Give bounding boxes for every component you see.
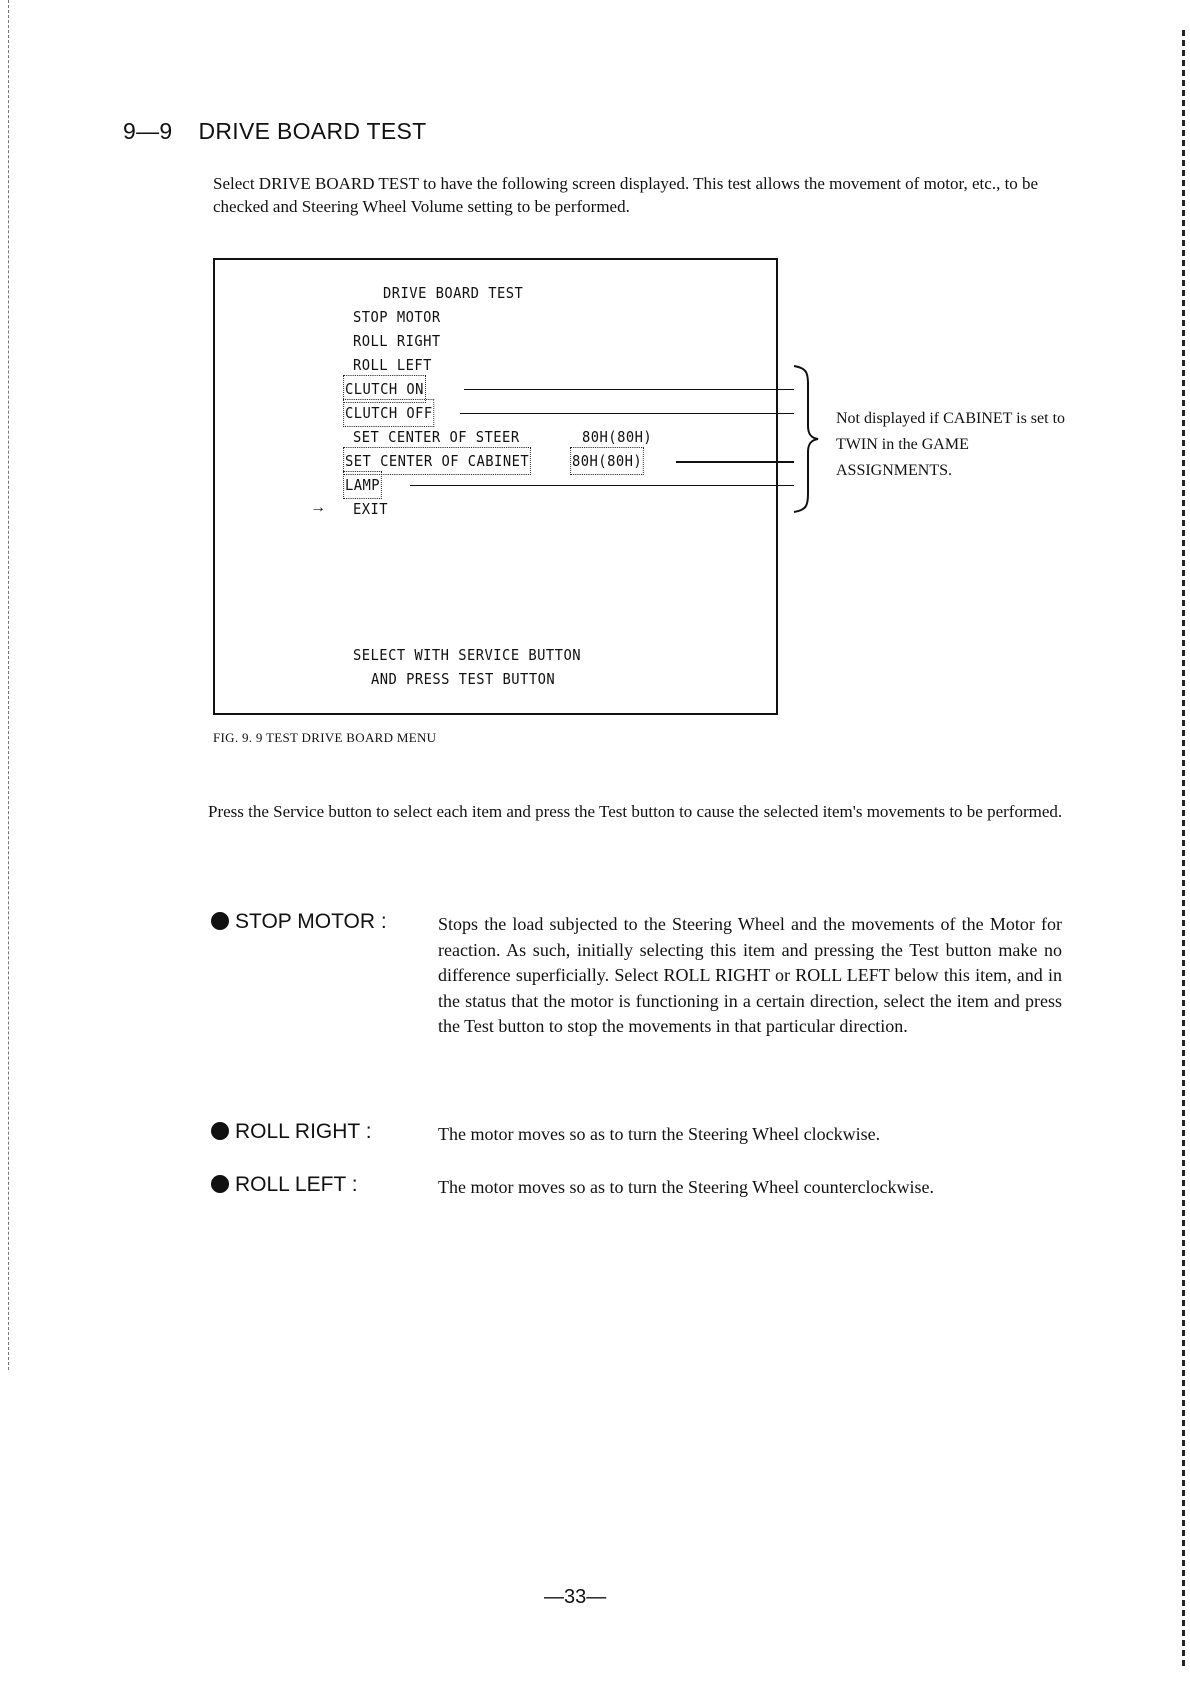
bullet-icon bbox=[211, 912, 229, 930]
screen-footer-line1: SELECT WITH SERVICE BUTTON bbox=[353, 646, 581, 664]
leader-line-cabinet bbox=[676, 461, 794, 463]
screen-cabinet-value: 80H(80H) bbox=[572, 449, 642, 473]
term-roll-left: ROLL LEFT : bbox=[211, 1173, 358, 1197]
bullet-icon bbox=[211, 1122, 229, 1140]
screen-item-clutch-off: CLUTCH OFF bbox=[345, 401, 433, 425]
screen-item-center-steer: SET CENTER OF STEER bbox=[353, 428, 520, 446]
bullet-icon bbox=[211, 1175, 229, 1193]
screen-footer-line2: AND PRESS TEST BUTTON bbox=[371, 670, 556, 688]
scan-edge-left bbox=[8, 0, 10, 1370]
section-heading bbox=[123, 118, 427, 145]
leader-line-clutch-on bbox=[464, 389, 794, 390]
page-number: —33— bbox=[544, 1586, 607, 1608]
scan-edge-right bbox=[1182, 30, 1185, 1670]
screen-steer-value: 80H(80H) bbox=[582, 428, 653, 446]
brace-icon bbox=[790, 364, 824, 514]
not-displayed-note: Not displayed if CABINET is set to TWIN in the GAME ASSIGNMENTS. bbox=[836, 410, 1066, 479]
leader-line-clutch-off bbox=[460, 413, 794, 414]
screen-item-roll-right: ROLL RIGHT bbox=[353, 332, 441, 350]
screen-item-roll-left: ROLL LEFT bbox=[353, 356, 432, 374]
desc-stop-motor: Stops the load subjected to the Steering Wheel and the movements of the Motor for reaction. As such, initially selecting this item and pressing the Test button make no difference superficially. Select ROLL RIGHT or ROLL LEFT below this item, and in the status that the motor is functioning in a certain direction, select the item and press the Test button to stop the movements in that particular direction. bbox=[438, 914, 1062, 1036]
term-roll-right: ROLL RIGHT : bbox=[211, 1120, 372, 1144]
leader-line-lamp bbox=[410, 485, 794, 486]
section-title: DRIVE BOARD TEST bbox=[198, 118, 427, 144]
section-number: 9—9 bbox=[123, 118, 173, 144]
term-stop-motor: STOP MOTOR : bbox=[211, 910, 387, 934]
desc-roll-left: The motor moves so as to turn the Steering Wheel counterclockwise. bbox=[438, 1177, 935, 1197]
screen-item-clutch-on: CLUTCH ON bbox=[345, 377, 424, 401]
intro-paragraph: Select DRIVE BOARD TEST to have the following screen displayed. This test allows the movement of motor, etc., to be checked and Steering Wheel Volume setting to be performed. bbox=[213, 174, 1039, 216]
screen-title: DRIVE BOARD TEST bbox=[383, 284, 524, 302]
figure-caption: FIG. 9. 9 TEST DRIVE BOARD MENU bbox=[213, 730, 437, 745]
screen-item-center-cabinet: SET CENTER OF CABINET bbox=[345, 449, 529, 473]
screen-item-exit: EXIT bbox=[353, 500, 389, 518]
cursor-arrow-icon: → bbox=[310, 499, 326, 516]
screen-item-lamp: LAMP bbox=[345, 473, 380, 497]
screen-item-stop-motor: STOP MOTOR bbox=[353, 308, 441, 326]
desc-roll-right: The motor moves so as to turn the Steering Wheel clockwise. bbox=[438, 1124, 881, 1144]
instruction-paragraph: Press the Service button to select each item and press the Test button to cause the selected item's movements to be performed. bbox=[208, 802, 1063, 821]
